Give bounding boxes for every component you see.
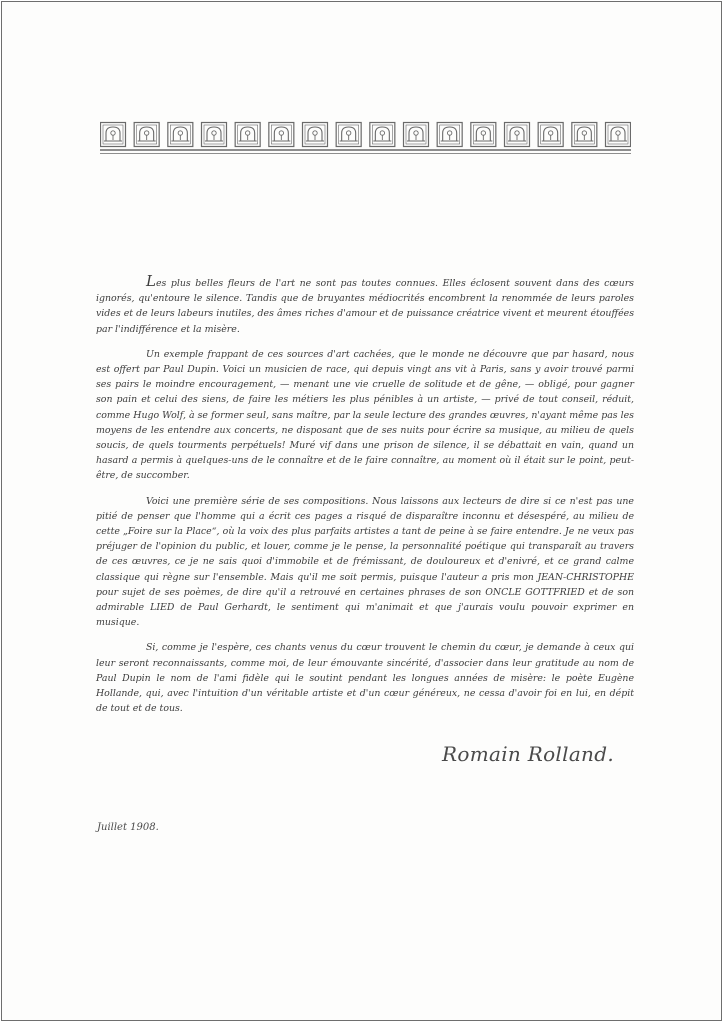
paragraph-1 xyxy=(96,274,634,337)
paragraph-3: Voici une première série de ses compositions. Nous laissons aux lecteurs de dire si ce n'est pas une pitié de penser que l'homme qui a écrit ces pages a risqué de disparaître inconnu et désespéré, au milieu de cette „Foire sur la Place“, où la voix des plus parfaits artistes a tant de peine à se faire entendre. Je ne veux pas préjuger de l'opinion du public, et louer, comme je le pense, la personnalité poétique qui transparaît au travers de ces œuvres, ce je ne sais quoi d'immobile et de frémissant, de douloureux et d'enivré, et ce grand calme classique qui règne sur l'ensemble. Mais qu'il me soit permis, puisque l'auteur a pris mon JEAN-CHRISTOPHE pour sujet de ses poèmes, de dire qu'il a retrouvé en certaines phrases de son ONCLE GOTTFRIED et de son admirable LIED de Paul Gerhardt, le sentiment qui m'animait et que j'aurais voulu pouvoir exprimer en musique. xyxy=(96,495,634,629)
frieze-motif xyxy=(538,123,563,147)
paragraph-2: Un exemple frappant de ces sources d'art cachées, que le monde ne découvre que par hasard, nous est offert par Paul Dupin. Voici un musicien de race, qui depuis vingt ans vit à Paris, sans y avoir trouvé parmi ses pairs le moindre encouragement, — menant une vie cruelle de solitude et de gêne, — obligé, pour gagner son pain et celui des siens, de faire les métiers les plus pénibles à un artiste, — privé de tout conseil, réduit, comme Hugo Wolf, à se former seul, sans maître, par la seule lecture des grandes œuvres, n'ayant même pas les moyens de les entendre aux concerts, ne disposant que de ses nuits pour écrire sa musique, au milieu de quels soucis, de quels tourments perpétuels! Muré vif dans une prison de silence, il se débattait en vain, quand un hasard a permis à quelques-uns de le connaître et de le faire connaître, au moment où il était sur le point, peut-être, de succomber. xyxy=(96,348,634,482)
frieze-motif xyxy=(336,123,361,147)
frieze-motif xyxy=(471,123,496,147)
author-signature: Romain Rolland. xyxy=(442,742,614,766)
frieze-motif xyxy=(572,123,597,147)
drop-cap-letter: L xyxy=(146,272,156,290)
frieze-motif xyxy=(202,123,227,147)
frieze-motif xyxy=(134,123,159,147)
frieze-motif xyxy=(269,123,294,147)
frieze-motif xyxy=(437,123,462,147)
frieze-motif xyxy=(404,123,429,147)
ornamental-frieze xyxy=(100,120,631,156)
preface-text xyxy=(96,274,634,726)
frieze-motif xyxy=(235,123,260,147)
frieze-motif xyxy=(606,123,631,147)
paragraph-4: Si, comme je l'espère, ces chants venus du cœur trouvent le chemin du cœur, je demande à ceux qui leur seront reconnaissants, comme moi, de leur émouvante sincérité, d'associer dans leur gratitude au nom de Paul Dupin le nom de l'ami fidèle qui le soutint pendant les longues années de misère: le poète Eugène Hollande, qui, avec l'intuition d'un véritable artiste et d'un cœur généreux, ne cessa d'avoir foi en lui, en dépit de tout et de tous. xyxy=(96,642,634,715)
paragraph-1-text: es plus belles fleurs de l'art ne sont pas toutes connues. Elles éclosent souvent dans des cœurs ignorés, qu'entoure le silence. Tandis que de bruyantes médiocrités encombrent la renommée de leurs paroles vides et de leurs labeurs inutiles, des âmes riches d'amour et de puissance créatrice vivent et meurent étouffées par l'indifférence et la misère. xyxy=(96,278,634,335)
document-page xyxy=(1,1,722,1021)
frieze-motif xyxy=(370,123,395,147)
frieze-motif xyxy=(101,123,126,147)
frieze-motif xyxy=(168,123,193,147)
date-line: Juillet 1908. xyxy=(97,822,159,833)
frieze-motif xyxy=(303,123,328,147)
frieze-motif xyxy=(505,123,530,147)
